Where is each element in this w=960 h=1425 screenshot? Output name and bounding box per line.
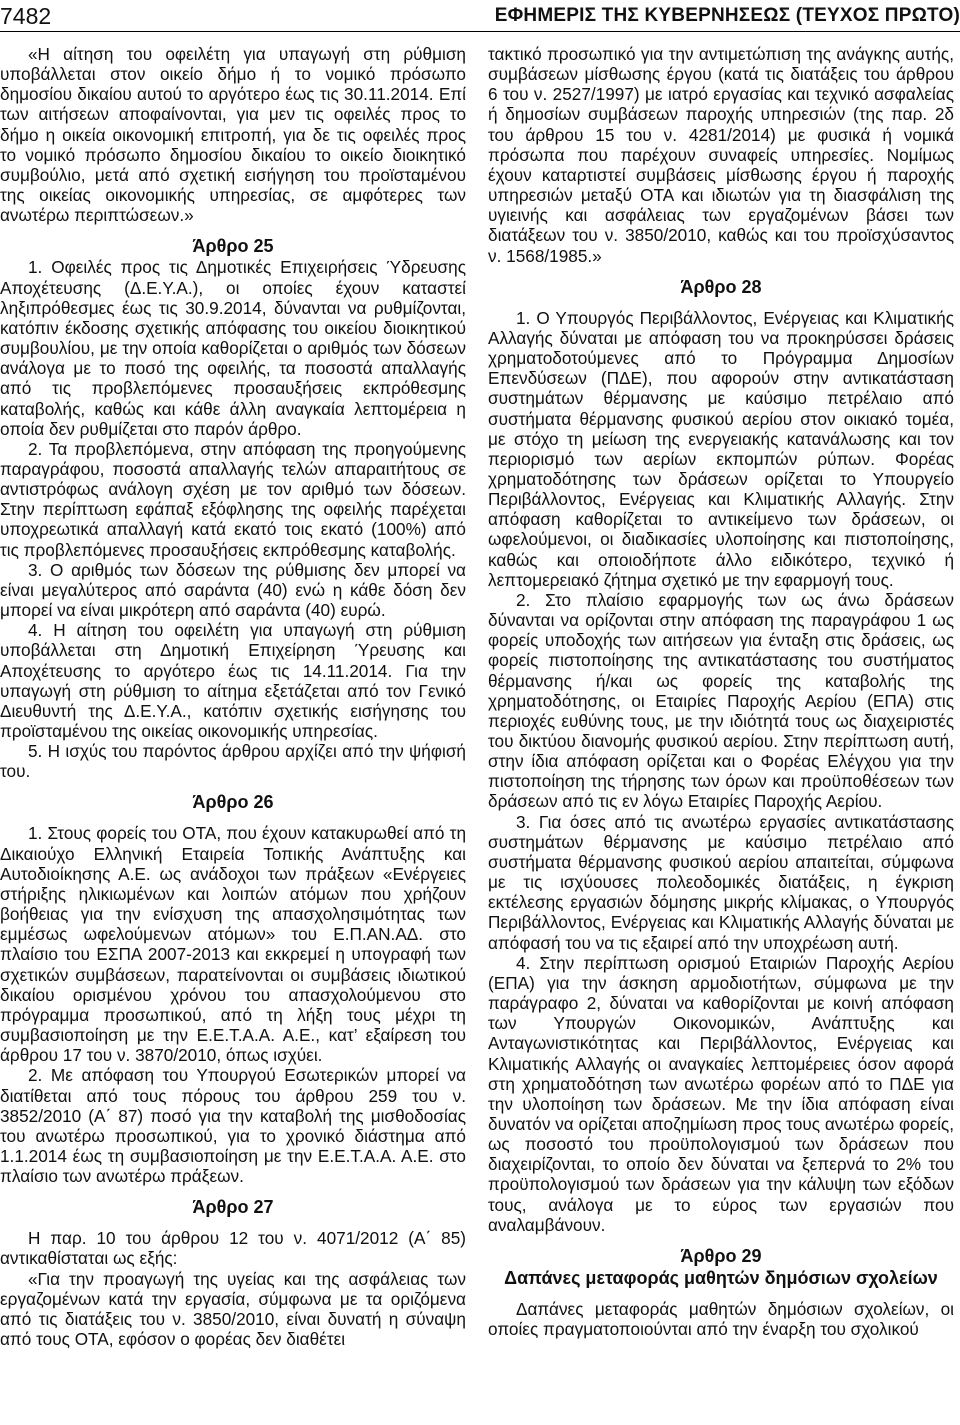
paragraph: 4. Η αίτηση του οφειλέτη για υπαγωγή στη ρύθμιση υποβάλλεται στη Δημοτική Επιχείρηση Ύρευσης και Αποχέτευσης το αργότερο έως τις 14.11.2014. Για την υπαγωγή στη ρύθμιση το αίτημα εξετάζεται από τον Γενικό Διευθυντή της Δ.Ε.Υ.Α., κατόπιν σχετικής εισήγησης του προϊσταμένου της οικείας οικονομικής υπηρεσίας. <box>0 620 466 741</box>
paragraph: 4. Στην περίπτωση ορισμού Εταιριών Παροχής Αερίου (ΕΠΑ) για την άσκηση αρμοδιοτήτων, σύμφωνα με την παράγραφο 2, δύναται να καθορίζονται με κοινή απόφαση των Υπουργών Οικονομικών, Ανάπτυξης και Ανταγωνιστικότητας και Περιβάλλοντος, Ενέργειας και Κλιματικής Αλλαγής οι αναγκαίες λεπτομέρειες όσον αφορά στη χρηματοδότηση των ανωτέρω φορέων από το ΠΔΕ για την υλοποίηση των δράσεων. Με την ίδια απόφαση είναι δυνατόν να ορίζεται αποζημίωση προς τους ανωτέρω φορείς, ως ποσοστό του προϋπολογισμού των δράσεων που διαχειρίζονται, το οποίο δεν δύναται να ξεπερνά το 2% του προϋπολογισμού των δράσεων για την κάλυψη των εξόδων τους, ανάλογα με το εύρος των εργασιών που αναλαμβάνουν. <box>488 952 954 1235</box>
paragraph: 2. Με απόφαση του Υπουργού Εσωτερικών μπορεί να διατίθεται από τους πόρους του άρθρου 259 του ν. 3852/2010 (Α΄ 87) ποσό για την καταβολή της μισθοδοσίας του ανωτέρω προσωπικού, για το χρονικό διάστημα από 1.1.2014 έως τη συμβασιοποίηση με την Ε.Ε.Τ.Α.Α. Α.Ε. στο πλαίσιο των ανωτέρω πράξεων. <box>0 1065 466 1187</box>
header-rule <box>0 31 960 32</box>
paragraph: Η παρ. 10 του άρθρου 12 του ν. 4071/2012 (Α΄ 85) αντικαθίσταται ως εξής: <box>0 1228 466 1269</box>
right-column <box>488 44 954 1339</box>
paragraph: «Η αίτηση του οφειλέτη για υπαγωγή στη ρύθμιση υποβάλλεται στον οικείο δήμο ή το νομικό πρόσωπο δημοσίου δικαίου αυτού το αργότερο έως τις 30.11.2014. Επί των αιτήσεων αποφαίνονται, για μεν τις οφειλές προς το δήμο η οικεία οικονομική επιτροπή, για δε τις οφειλές προς το νομικό πρόσωπο δημοσίου δικαίου το οικείο διοικητικό συμβούλιο, μετά από σχετική εισήγηση του προϊσταμένου της οικείας οικονομικής υπηρεσίας, σε αμφότερες των ανωτέρω περιπτώσεων.» <box>0 44 466 226</box>
paragraph: 2. Στο πλαίσιο εφαρμογής των ως άνω δράσεων δύνανται να ορίζονται στην απόφαση της παραγράφου 1 ως φορείς υποδοχής των αιτήσεων για ένταξη στις δράσεις, ως φορείς πιστοποίησης της αντικατάστασης του συστήματος θέρμανσης ή/και ως φορείς της καταβολής της χρηματοδότησης, οι Εταιρίες Παροχής Αερίου (ΕΠΑ) στις περιοχές ευθύνης τους, με την ιδιότητά τους ως διαχειριστές του δικτύου διανομής φυσικού αερίου. Στην περίπτωση αυτή, στην ίδια απόφαση ορίζεται και ο Φορέας Ελέγχου για την πιστοποίηση της τήρησης των όρων και προϋποθέσεων των δράσεων από τις εν λόγω Εταιρίες Παροχής Αερίου. <box>488 589 954 812</box>
article-heading: Άρθρο 29 <box>680 1245 762 1266</box>
paragraph: 5. Η ισχύς του παρόντος άρθρου αρχίζει από την ψήφισή του. <box>0 741 466 782</box>
page-header <box>0 0 960 34</box>
paragraph: 3. Ο αριθμός των δόσεων της ρύθμισης δεν μπορεί να είναι μεγαλύτερος από σαράντα (40) ενώ η κάθε δόση δεν μπορεί να είναι μικρότερη από σαράντα (40) ευρώ. <box>0 559 466 621</box>
paragraph: 1. Ο Υπουργός Περιβάλλοντος, Ενέργειας και Κλιματικής Αλλαγής δύναται με απόφαση του να προκηρύσσει δράσεις χρηματοδοτούμενες από το Πρόγραμμα Δημοσίων Επενδύσεων (ΠΔΕ), που αφορούν στην αντικατάσταση συστημάτων θέρμανσης με καύσιμο πετρέλαιο από συστήματα θέρμανσης φυσικού αερίου στον οικιακό τομέα, με στόχο τη μείωση της ενεργειακής κατανάλωσης και τον περιορισμό των αερίων εκπομπών ρύπων. Φορέας χρηματοδότησης των δράσεων ορίζεται το Υπουργείο Περιβάλλοντος, Ενέργειας και Κλιματικής Αλλαγής. Στην απόφαση καθορίζεται το αντικείμενο των δράσεων, οι ωφελούμενοι, οι διαδικασίες υλοποίησης και πιστοποίησης, καθώς και οποιοδήποτε άλλο ειδικότερο, τεχνικό ή λεπτομερειακό ζήτημα σχετικό με την εφαρμογή τους. <box>488 307 954 590</box>
paragraph: Δαπάνες μεταφοράς μαθητών δημόσιων σχολείων, οι οποίες πραγματοποιούνται από την έναρξη του σχολικού <box>488 1298 954 1340</box>
journal-title: ΕΦΗΜΕΡΙΣ ΤΗΣ ΚΥΒΕΡΝΗΣΕΩΣ (ΤΕΥΧΟΣ ΠΡΩΤΟ) <box>494 5 960 26</box>
paragraph: 3. Για όσες από τις ανωτέρω εργασίες αντικατάστασης συστημάτων θέρμανσης με καύσιμο πετρέλαιο από συστήματα θέρμανσης φυσικού αερίου απαιτείται, σύμφωνα με τις ισχύουσες πολεοδομικές διατάξεις, η έγκριση εκτέλεσης εργασιών δόμησης μικρής κλίμακας, ο Υπουργός Περιβάλλοντος, Ενέργειας και Κλιματικής Αλλαγής δύναται με απόφασή του να τις εξαιρεί από την υποχρέωση αυτή. <box>488 811 954 953</box>
paragraph: τακτικό προσωπικό για την αντιμετώπιση της ανάγκης αυτής, συμβάσεων μίσθωσης έργου (κατά τις διατάξεις του άρθρου 6 του ν. 2527/1997) με ιατρό εργασίας και τεχνικό ασφαλείας ή δημοσίων συμβάσεων παροχής υπηρεσιών (της παρ. 2δ του άρθρου 15 του ν. 4281/2014) με φυσικά ή νομικά πρόσωπα που παρέχουν συναφείς υπηρεσίες. Νομίμως έχουν καταρτιστεί συμβάσεις μίσθωσης έργου ή παροχής υπηρεσιών μεταξύ ΟΤΑ και ιδιωτών για τη διασφάλιση της υγιεινής και ασφάλειας των εργαζομένων βάσει των διατάξεων του ν. 3850/2010, καθώς και του προϊσχύσαντος ν. 1568/1985.» <box>488 44 954 266</box>
article-heading: Άρθρο 28 <box>680 276 762 297</box>
page-number: 7482 <box>0 3 52 29</box>
article-title: Δαπάνες μεταφοράς μαθητών δημόσιων σχολείων <box>504 1267 938 1288</box>
paragraph: 1. Στους φορείς του ΟΤΑ, που έχουν κατακυρωθεί από τη Δικαιούχο Ελληνική Εταιρεία Τοπικής Ανάπτυξης και Αυτοδιοίκησης Α.Ε. ως ανάδοχοι των πράξεων «Ενέργειες στήριξης ηλικιωμένων και λοιπών ατόμων που χρήζουν βοήθειας για την ενίσχυση της απασχολησιμότητας των εμμέσως ωφελούμενων ατόμων» του Ε.Π.ΑΝ.ΑΔ. στο πλαίσιο του ΕΣΠΑ 2007-2013 και εκκρεμεί η υπογραφή των σχετικών συμβάσεων, παρατείνονται οι συμβάσεις ιδιωτικού δικαίου ορισμένου χρόνου του απασχολούμενου στο πρόγραμμα προσωπικού, από τη λήξη τους μέχρι τη συμβασιοποίηση με την Ε.Ε.Τ.Α.Α. Α.Ε., κατ’ εξαίρεση του άρθρου 17 του ν. 3870/2010, όπως ισχύει. <box>0 823 466 1066</box>
paragraph: 1. Οφειλές προς τις Δημοτικές Επιχειρήσεις Ύδρευσης Αποχέτευσης (Δ.Ε.Υ.Α.), οι οποίες έχουν καταστεί ληξιπρόθεσμες έως τις 30.9.2014, δύνανται να ρυθμίζονται, κατόπιν έκδοσης σχετικής απόφασης του οικείου διοικητικού συμβουλίου, με την οποία καθορίζεται ο αριθμός των δόσεων ανάλογα με το ποσό της οφειλής, τα ποσοστά απαλλαγής από τις προβλεπόμενες προσαυξήσεις εκπρόθεσμης καταβολής, καθώς και κάθε άλλη αναγκαία λεπτομέρεια η οποία δεν ρυθμίζεται στο παρόν άρθρο. <box>0 257 466 439</box>
article-heading: Άρθρο 27 <box>192 1197 274 1218</box>
article-heading: Άρθρο 25 <box>192 236 274 257</box>
paragraph: «Για την προαγωγή της υγείας και της ασφάλειας των εργαζομένων κατά την εργασία, σύμφωνα με τα οριζόμενα από τις διατάξεις του ν. 3850/2010, είναι δυνατή η σύναψη από τους ΟΤΑ, εφόσον ο φορέας δεν διαθέτει <box>0 1268 466 1350</box>
article-heading: Άρθρο 26 <box>192 792 274 813</box>
left-column <box>0 44 466 1349</box>
paragraph: 2. Τα προβλεπόμενα, στην απόφαση της προηγούμενης παραγράφου, ποσοστά απαλλαγής τελών απαραιτήτους σε αντιστρόφως ανάλογη σχέση με τον αριθμό των δόσεων. Στην περίπτωση εφάπαξ εξόφλησης της οφειλής παρέχεται υποχρεωτικά απαλλαγή κατά εκατό τοις εκατό (100%) από τις προβλεπόμενες προσαυξήσεις εκπρόθεσμης καταβολής. <box>0 438 466 560</box>
